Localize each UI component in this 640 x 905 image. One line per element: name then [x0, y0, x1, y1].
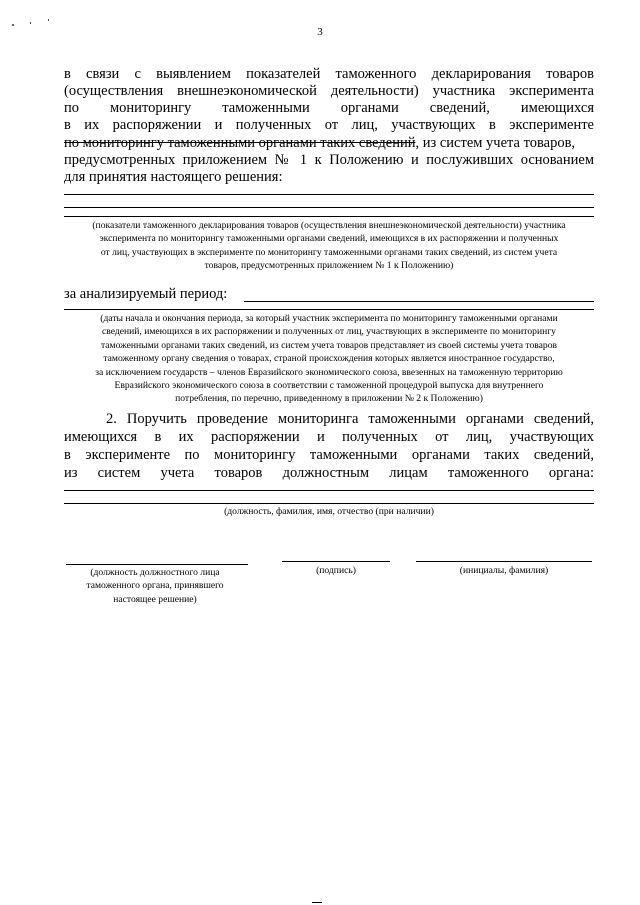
caption-line: настоящее решение)	[113, 593, 197, 605]
fill-in-line	[64, 490, 594, 491]
fill-in-line	[64, 216, 594, 217]
fill-in-line	[64, 194, 594, 195]
intro-line: в их распоряжении и полученных от лиц, участвующих в эксперименте	[64, 117, 594, 133]
item2-line: из систем учета товаров должностным лицам таможенного органа:	[64, 465, 594, 481]
fill-in-line	[64, 207, 594, 208]
intro-line-rest: , из систем учета товаров,	[415, 135, 576, 151]
caption-line: потребления, по перечню, приведенному в приложении № 2 к Положению)	[175, 393, 483, 405]
official-label	[60, 566, 250, 606]
intro-line: (осуществления внешнеэкономической деятельности) участника эксперимента	[64, 83, 594, 99]
page-number: 3	[317, 26, 323, 38]
caption-line: эксперимента по мониторингу таможенными органами сведений, имеющихся в их распоряжении и полученных	[99, 233, 559, 245]
caption-line: (показатели таможенного декларирования товаров (осуществления внешнеэкономической деятельности) участника	[92, 220, 566, 231]
period-fill-in-line	[244, 301, 594, 302]
intro-line: в связи с выявлением показателей таможенного декларирования товаров	[64, 66, 594, 82]
signature-label: (подпись)	[316, 565, 356, 576]
indicators-caption	[64, 219, 594, 273]
item2-line: имеющихся в их распоряжении и полученных от лиц, участвующих	[64, 429, 594, 445]
item2-line: 2. Поручить проведение мониторинга таможенными органами сведений,	[106, 411, 594, 427]
period-label: за анализируемый период:	[64, 286, 228, 302]
caption-line: за исключением государств – членов Евразийского экономического союза, ввезенных на таможенную территорию	[95, 366, 563, 378]
period-caption	[64, 312, 594, 406]
signature-line-official	[66, 564, 248, 565]
official-caption: (должность, фамилия, имя, отчество (при наличии)	[224, 506, 434, 517]
caption-line: таможенному органу сведения о товарах, страной происхождения которых является иностранное государство,	[103, 353, 555, 365]
initials-label: (инициалы, фамилия)	[459, 565, 549, 576]
caption-line: от лиц, участвующих в эксперименте по мониторингу таможенными органами таких сведений, из систем учета	[100, 246, 558, 258]
intro-line: по мониторингу таможенными органами сведений, имеющихся	[64, 100, 594, 116]
caption-line: товаров, предусмотренных приложением № 1 к Положению)	[204, 260, 454, 272]
fill-in-line	[64, 309, 594, 310]
fill-in-line	[64, 503, 594, 504]
intro-line: для принятия настоящего решения:	[64, 169, 283, 185]
caption-line: (даты начала и окончания периода, за который участник эксперимента по мониторингу таможенными органами	[100, 313, 558, 324]
caption-line: таможенными органами таких сведений, из систем учета товаров представляет из своей системы учета товаров	[100, 339, 558, 351]
intro-line: предусмотренных приложением № 1 к Положению и послуживших основанием	[64, 152, 594, 168]
struck-text: по мониторингу таможенными органами таких сведений	[64, 135, 416, 151]
caption-line: Евразийского экономического союза в соответствии с таможенной процедурой выпуска для внутреннего	[114, 380, 544, 392]
intro-line	[64, 135, 594, 152]
scan-speck	[30, 22, 31, 24]
caption-line: таможенного органа, принявшего	[86, 580, 224, 592]
signature-line-signature	[282, 561, 390, 562]
scan-speck	[48, 19, 49, 21]
scan-mark	[312, 902, 322, 903]
caption-line: (должность должностного лица	[90, 567, 220, 578]
signature-line-initials	[416, 561, 592, 562]
item2-line: в эксперименте по мониторингу таможенными органами таких сведений,	[64, 447, 594, 463]
caption-line: сведений, имеющихся в их распоряжении и полученных от лиц, участвующих в эксперименте по мониторингу	[102, 326, 556, 338]
